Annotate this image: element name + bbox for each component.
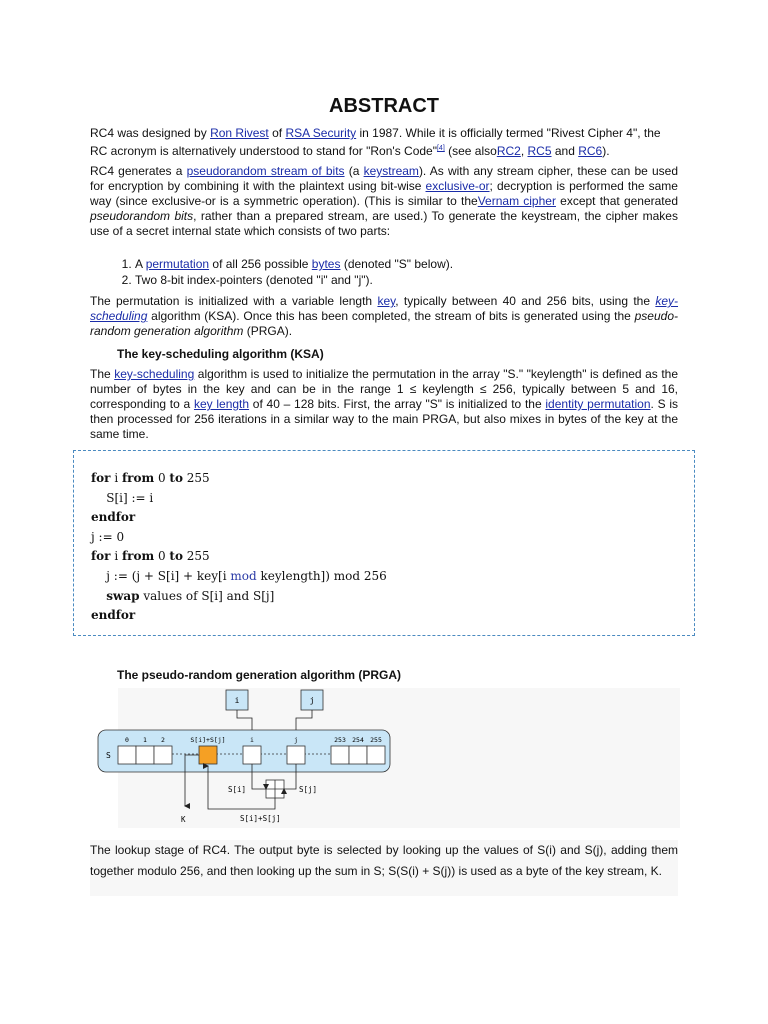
si-label: S[i]: [228, 785, 247, 794]
link-rsa-security[interactable]: RSA Security: [285, 126, 357, 140]
list-item: 1. A permutation of all 256 possible bytes (denoted "S" below).: [135, 256, 675, 272]
link-rc2[interactable]: RC2: [496, 144, 521, 158]
link-key[interactable]: key: [377, 294, 396, 308]
j-pointer-label: j: [309, 696, 315, 705]
s-cell-254: [349, 746, 367, 764]
link-key-scheduling-2[interactable]: key-scheduling: [114, 367, 195, 381]
paragraph-ksa: The key-scheduling algorithm is used to initialize the permutation in the array "S." "keylength" is defined as the number of bytes in the key and can be in the range 1 ≤ keylength ≤ 256, typically between 5 and 16, corresponding to a key length of 40 – 128 bits. First, the array "S" is initialized to the identity permutation. S is then processed for 256 iterations in a similar way to the main PRGA, but also mixes in bytes of the key at the same time.: [90, 367, 679, 441]
paragraph-permutation: The permutation is initialized with a variable length key, typically between 40 and 256 bits, using the key-scheduling algorithm (KSA). Once this has been completed, the stream of bits is generated using the pseudo-random generation algorithm (PRGA).: [90, 294, 679, 338]
i-pointer-label: i: [234, 696, 240, 705]
link-exclusive-or[interactable]: exclusive-or: [425, 179, 490, 193]
index-label-2: 2: [161, 736, 165, 744]
index-label-1: 1: [143, 736, 147, 744]
s-cell-253: [331, 746, 349, 764]
list-item: 2. Two 8-bit index-pointers (denoted "i" and "j").: [135, 272, 675, 288]
link-key-scheduling[interactable]: key-scheduling: [90, 294, 679, 323]
state-parts-list: [90, 256, 675, 288]
index-label-255: 255: [370, 736, 382, 744]
index-label-i: i: [250, 736, 254, 744]
page-title: ABSTRACT: [329, 95, 439, 117]
ksa-code-block: [73, 450, 695, 636]
s-cell-1: [136, 746, 154, 764]
link-identity-permutation[interactable]: identity permutation: [545, 397, 651, 411]
ksa-heading: The key-scheduling algorithm (KSA): [117, 347, 324, 361]
link-vernam-cipher[interactable]: Vernam cipher: [477, 194, 556, 208]
link-rc6[interactable]: RC6: [578, 144, 603, 158]
index-label-j: j: [294, 736, 298, 744]
index-label-253: 253: [334, 736, 346, 744]
prga-diagram-svg: [106, 688, 680, 828]
s-array-label: S: [106, 751, 111, 760]
s-cell-output: [199, 746, 217, 764]
prga-diagram: [106, 688, 680, 828]
index-label-0: 0: [125, 736, 129, 744]
link-keystream[interactable]: keystream: [363, 164, 419, 178]
s-cell-255: [367, 746, 385, 764]
k-output-label: K: [181, 815, 186, 824]
link-key-length[interactable]: key length: [193, 397, 250, 411]
s-cell-2: [154, 746, 172, 764]
link-permutation[interactable]: permutation: [145, 257, 210, 271]
index-label-254: 254: [352, 736, 364, 744]
paragraph-intro: RC4 was designed by Ron Rivest of RSA Security in 1987. While it is officially termed "Rivest Cipher 4", the RC acronym is alternatively understood to stand for "Ron's Code"[4] (see alsoRC2, RC5 and RC6).: [90, 126, 661, 158]
paragraph-keystream: RC4 generates a pseudorandom stream of bits (a keystream). As with any stream cipher, these can be used for encryption by combining it with the plaintext using bit-wise exclusive-or; decryption is performed the same way (since exclusive-or is a symmetric operation). (This is similar to theVernam cipher except that generated pseudorandom bits, rather than a prepared stream, are used.) To generate the keystream, the cipher makes use of a secret internal state which consists of two parts:: [90, 164, 678, 238]
link-footnote-4[interactable]: [4]: [436, 145, 445, 152]
link-ron-rivest[interactable]: Ron Rivest: [210, 126, 269, 140]
diagram-caption: The lookup stage of RC4. The output byte is selected by looking up the values of S(i) and S(j), adding them together modulo 256, and then looking up the sum in S; S(S(i) + S(j)) is used as a byte of the key stream, K.: [90, 840, 678, 896]
prga-heading: The pseudo-random generation algorithm (PRGA): [117, 668, 402, 682]
link-bytes[interactable]: bytes: [311, 257, 341, 271]
s-cell-0: [118, 746, 136, 764]
link-pseudorandom-stream[interactable]: pseudorandom stream of bits: [186, 164, 345, 178]
s-cell-i: [243, 746, 261, 764]
code-listing: for i from 0 to 255 S[i] := i endfor j := 0 for i from 0 to 255 j := (j + S[i] + key[i mod keylength]) mod 256 swap values of S[i] and S[j] endfor: [91, 471, 387, 623]
sj-label: S[j]: [299, 785, 318, 794]
s-cell-j: [287, 746, 305, 764]
sum-label: S[i]+S[j]: [240, 814, 281, 823]
index-label-sum: S[i]+S[j]: [190, 736, 226, 744]
link-rc5[interactable]: RC5: [527, 144, 552, 158]
